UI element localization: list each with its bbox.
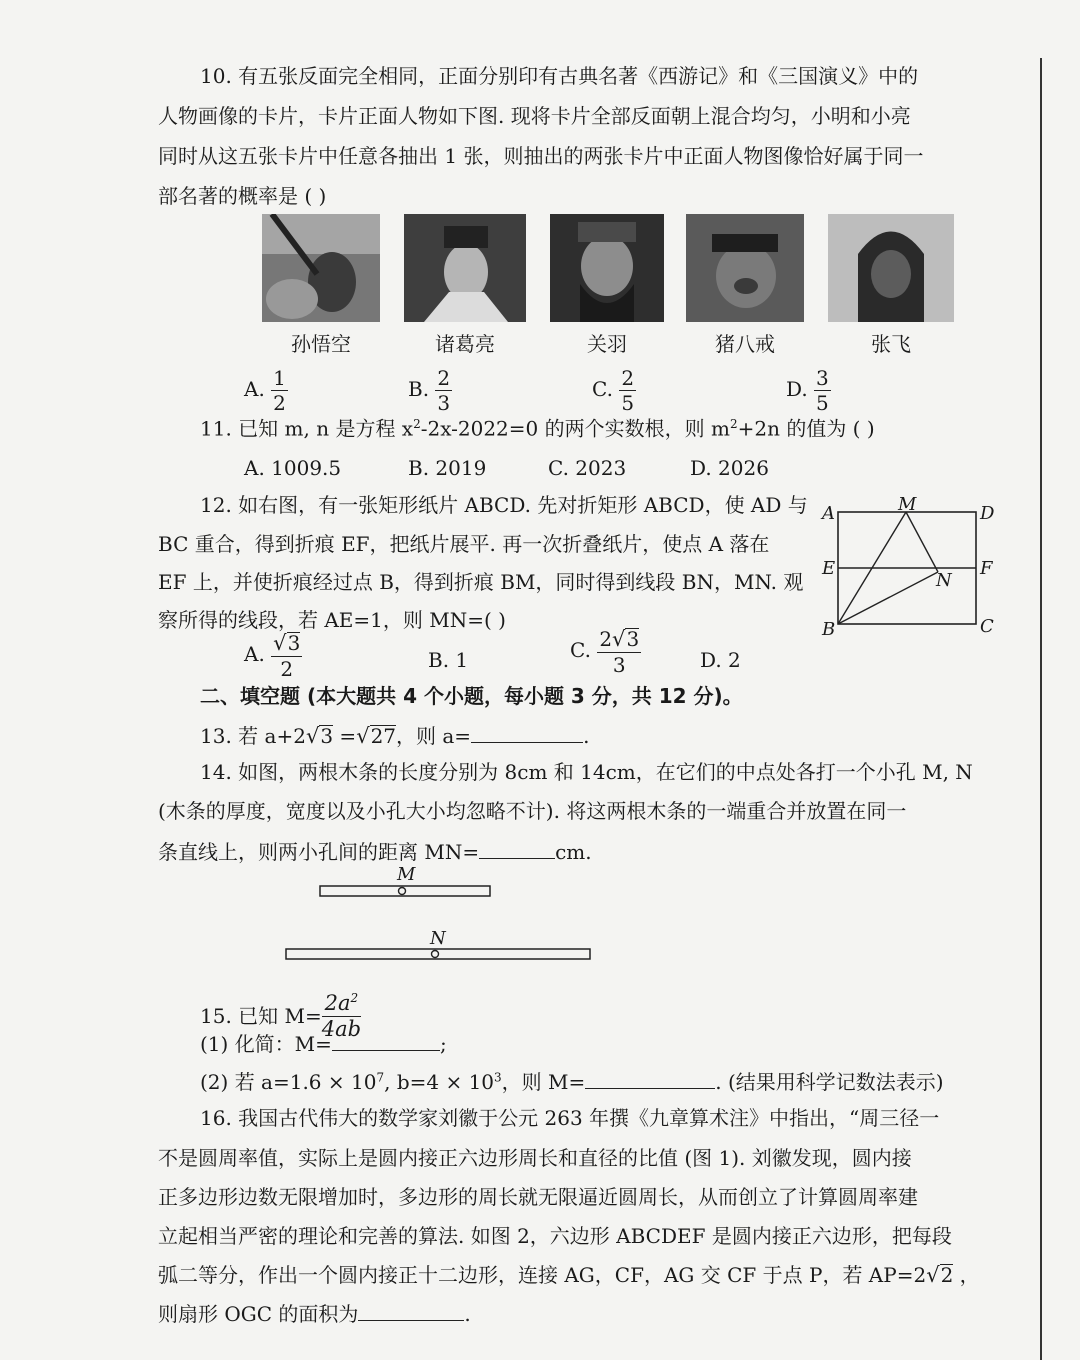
q10-line-4: 部名著的概率是 ( ): [158, 184, 327, 208]
q16-line-2: 不是圆周率值，实际上是圆内接正六边形周长和直径的比值 (图 1). 刘徽发现，圆内接: [158, 1146, 912, 1170]
q11-option-b[interactable]: B. 2019: [408, 456, 487, 480]
card-caption-zhang-fei: 张飞: [871, 332, 911, 356]
q10-option-b[interactable]: B. $\frac{2}{3}$: [408, 366, 451, 415]
q15-part2-answer-blank[interactable]: [585, 1070, 715, 1089]
q14-line-2: (木条的厚度，宽度以及小孔大小均忽略不计). 将这两根木条的一端重合并放置在同一: [158, 799, 907, 823]
q14-line-1: 14. 如图，两根木条的长度分别为 8cm 和 14cm，在它们的中点处各打一个小孔 M, N: [200, 760, 973, 784]
q14-line-3: 条直线上，则两小孔间的距离 MN= cm.: [158, 840, 592, 864]
card-caption-guan-yu: 关羽: [587, 332, 627, 356]
q13-answer-blank[interactable]: [471, 724, 583, 743]
fraction: $\frac{√3}{2}$: [273, 631, 301, 681]
q12-option-d[interactable]: D. 2: [700, 648, 741, 672]
label-point-d: D: [980, 503, 995, 524]
q15-stem: 15. 已知 M= $\frac{2a^2}{4ab}$: [200, 991, 362, 1041]
q12-line-2: BC 重合，得到折痕 EF，把纸片展平. 再一次折叠纸片，使点 A 落在: [158, 532, 770, 556]
q16-line-5: 弧二等分，作出一个圆内接正十二边形，连接 AG，CF，AG 交 CF 于点 P，若 AP=2√2 ，: [158, 1263, 980, 1287]
label-point-b: B: [822, 619, 836, 640]
q16-line-4: 立起相当严密的理论和完善的算法. 如图 2，六边形 ABCDEF 是圆内接正六边形，把每段: [158, 1224, 952, 1248]
card-image-zhang-fei: [828, 214, 954, 322]
fraction: $\frac{2}{5}$: [621, 366, 635, 415]
q10-option-a[interactable]: A. $\frac{1}{2}$: [244, 366, 286, 415]
q12-option-b[interactable]: B. 1: [428, 648, 469, 672]
label-point-e: E: [822, 558, 836, 579]
fraction: $\frac{3}{5}$: [816, 366, 829, 415]
q14-answer-blank[interactable]: [479, 840, 555, 859]
q12-line-3: EF 上，并使折痕经过点 B，得到折痕 BM，同时得到线段 BN，MN. 观: [158, 570, 804, 594]
q10-option-d[interactable]: D. $\frac{3}{5}$: [786, 366, 829, 415]
q11-stem: 11. 已知 m, n 是方程 $x^2-2x-2022=0$ 的两个实数根，则 $m^2+2n$ 的值为 ( ): [200, 416, 875, 441]
card-image-guan-yu: [550, 214, 664, 322]
label-point-n-stick: N: [430, 928, 446, 949]
q11-option-a[interactable]: A. 1009.5: [244, 456, 342, 480]
label-point-m: M: [898, 494, 917, 515]
card-caption-sun-wukong: 孙悟空: [291, 332, 351, 356]
q16-line-1: 16. 我国古代伟大的数学家刘徽于公元 263 年撰《九章算术注》中指出，“周三径一: [200, 1106, 940, 1130]
q12-line-4: 察所得的线段，若 AE=1，则 MN=( ): [158, 608, 506, 632]
card-caption-zhu-bajie: 猪八戒: [715, 332, 775, 356]
card-image-zhuge-liang: [404, 214, 526, 322]
label-point-c: C: [980, 616, 994, 637]
q16-line-6: 则扇形 OGC 的面积为 .: [158, 1302, 471, 1326]
section-heading-fill-in: 二、填空题 (本大题共 4 个小题，每小题 3 分，共 12 分)。: [200, 684, 743, 708]
q12-option-c[interactable]: C. $\frac{2√3}{3}$: [570, 627, 640, 677]
q15-part1-answer-blank[interactable]: [332, 1032, 440, 1051]
q10-option-c[interactable]: C. $\frac{2}{5}$: [592, 366, 635, 415]
wooden-sticks-diagram: [280, 880, 600, 966]
fraction: $\frac{2√3}{3}$: [599, 627, 640, 677]
q10-line-3: 同时从这五张卡片中任意各抽出 1 张，则抽出的两张卡片中正面人物图像恰好属于同一: [158, 144, 924, 168]
q16-line-3: 正多边形边数无限增加时，多边形的周长就无限逼近圆周长，从而创立了计算圆周率建: [158, 1185, 918, 1209]
q16-answer-blank[interactable]: [358, 1302, 464, 1321]
q10-line-2: 人物画像的卡片，卡片正面人物如下图. 现将卡片全部反面朝上混合均匀，小明和小亮: [158, 104, 911, 128]
q10-line-1: 10. 有五张反面完全相同，正面分别印有古典名著《西游记》和《三国演义》中的: [200, 64, 919, 88]
fraction: $\frac{2a^2}{4ab}$: [321, 991, 362, 1041]
q15-part-2: (2) 若 $a=1.6 \times 10^7$, $b=4 \times 10^3$，则 M= . (结果用科学记数法表示): [200, 1070, 944, 1094]
q12-line-1: 12. 如右图，有一张矩形纸片 ABCD. 先对折矩形 ABCD，使 AD 与: [200, 493, 808, 517]
fraction: $\frac{1}{2}$: [273, 366, 286, 415]
q15-part-1: (1) 化简：M= ;: [200, 1032, 447, 1056]
label-point-n: N: [936, 570, 952, 591]
card-caption-zhuge-liang: 诸葛亮: [435, 332, 495, 356]
fraction: $\frac{2}{3}$: [437, 366, 451, 415]
label-point-f: F: [980, 558, 993, 579]
q12-option-a[interactable]: A. $\frac{√3}{2}$: [244, 631, 301, 681]
label-point-m-stick: M: [397, 864, 416, 885]
q11-option-d[interactable]: D. 2026: [690, 456, 769, 480]
card-image-sun-wukong: [262, 214, 380, 322]
q13-stem: 13. 若 a+2√3 =√27，则 a= .: [200, 724, 590, 748]
page-edge-rule: [1040, 58, 1042, 1360]
card-image-zhu-bajie: [686, 214, 804, 322]
label-point-a: A: [822, 503, 835, 524]
q11-option-c[interactable]: C. 2023: [548, 456, 627, 480]
